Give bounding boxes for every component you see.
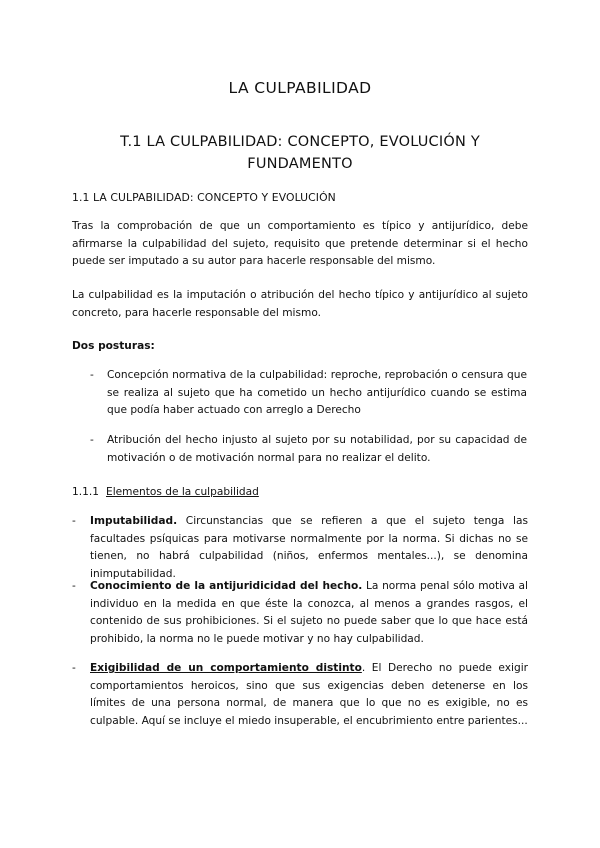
posture-item-2: Atribución del hecho injusto al sujeto por su notabilidad, por su capacidad de motivación o de motivación normal para no realizar el delito. [107,434,527,464]
bullet-marker: - [90,434,94,446]
bullet-marker: - [72,580,76,592]
element-term: Conocimiento de la antijuridicidad del hecho. [90,580,363,592]
subsection-title: Elementos de la culpabilidad [106,486,259,498]
bullet-marker: - [72,662,76,674]
intro-paragraph: Tras la comprobación de que un comportamiento es típico y antijurídico, debe afirmarse la culpabilidad del sujeto, requisito que pretende determinar si el hecho puede ser imputado a su autor para hacerle responsable del mismo. [72,220,528,267]
element-term: Imputabilidad. [90,515,178,527]
element-item-exigibilidad [90,660,528,730]
chapter-title-line-1: T.1 LA CULPABILIDAD: CONCEPTO, EVOLUCIÓN Y [120,134,480,150]
element-item-imputabilidad [90,513,528,583]
subsection-number: 1.1.1 [72,486,99,498]
element-text: La norma penal sólo motiva al individuo en la medida en que éste la conozca, al menos a grandes rasgos, el contenido de sus prohibiciones. Si el sujeto no puede saber que lo que hace está prohibido, la norma no le puede motivar y no hay culpabilidad. [90,580,528,645]
section-heading: 1.1 LA CULPABILIDAD: CONCEPTO Y EVOLUCIÓN [72,191,336,204]
subsection-heading [72,486,259,498]
element-item-conocimiento [90,578,528,648]
element-text: Circunstancias que se refieren a que el sujeto tenga las facultades psíquicas para motivarse normalmente por la norma. Si dichas no se tienen, no habrá culpabilidad (niños, enfermos mentales...), se denomina inimputabilidad. [90,515,528,580]
chapter-title [110,131,490,175]
bullet-marker: - [72,515,76,527]
element-term: Exigibilidad de un comportamiento distinto [90,662,362,674]
document-title: LA CULPABILIDAD [228,79,372,97]
postures-label: Dos posturas: [72,340,155,352]
bullet-marker: - [90,369,94,381]
definition-paragraph: La culpabilidad es la imputación o atribución del hecho típico y antijurídico al sujeto concreto, para hacerle responsable del mismo. [72,289,528,319]
chapter-title-line-2: FUNDAMENTO [247,156,353,172]
element-text: . El Derecho no puede exigir comportamientos heroicos, sino que sus exigencias deben detenerse en los límites de una persona normal, de manera que lo que no es exigible, no es culpable. Aquí se incluye el miedo insuperable, el encubrimiento entre parientes... [90,662,529,727]
posture-item-1: Concepción normativa de la culpabilidad: reproche, reprobación o censura que se realiza al sujeto que ha cometido un hecho antijurídico cuando se estima que podía haber actuado con arreglo a Derecho [107,369,527,416]
